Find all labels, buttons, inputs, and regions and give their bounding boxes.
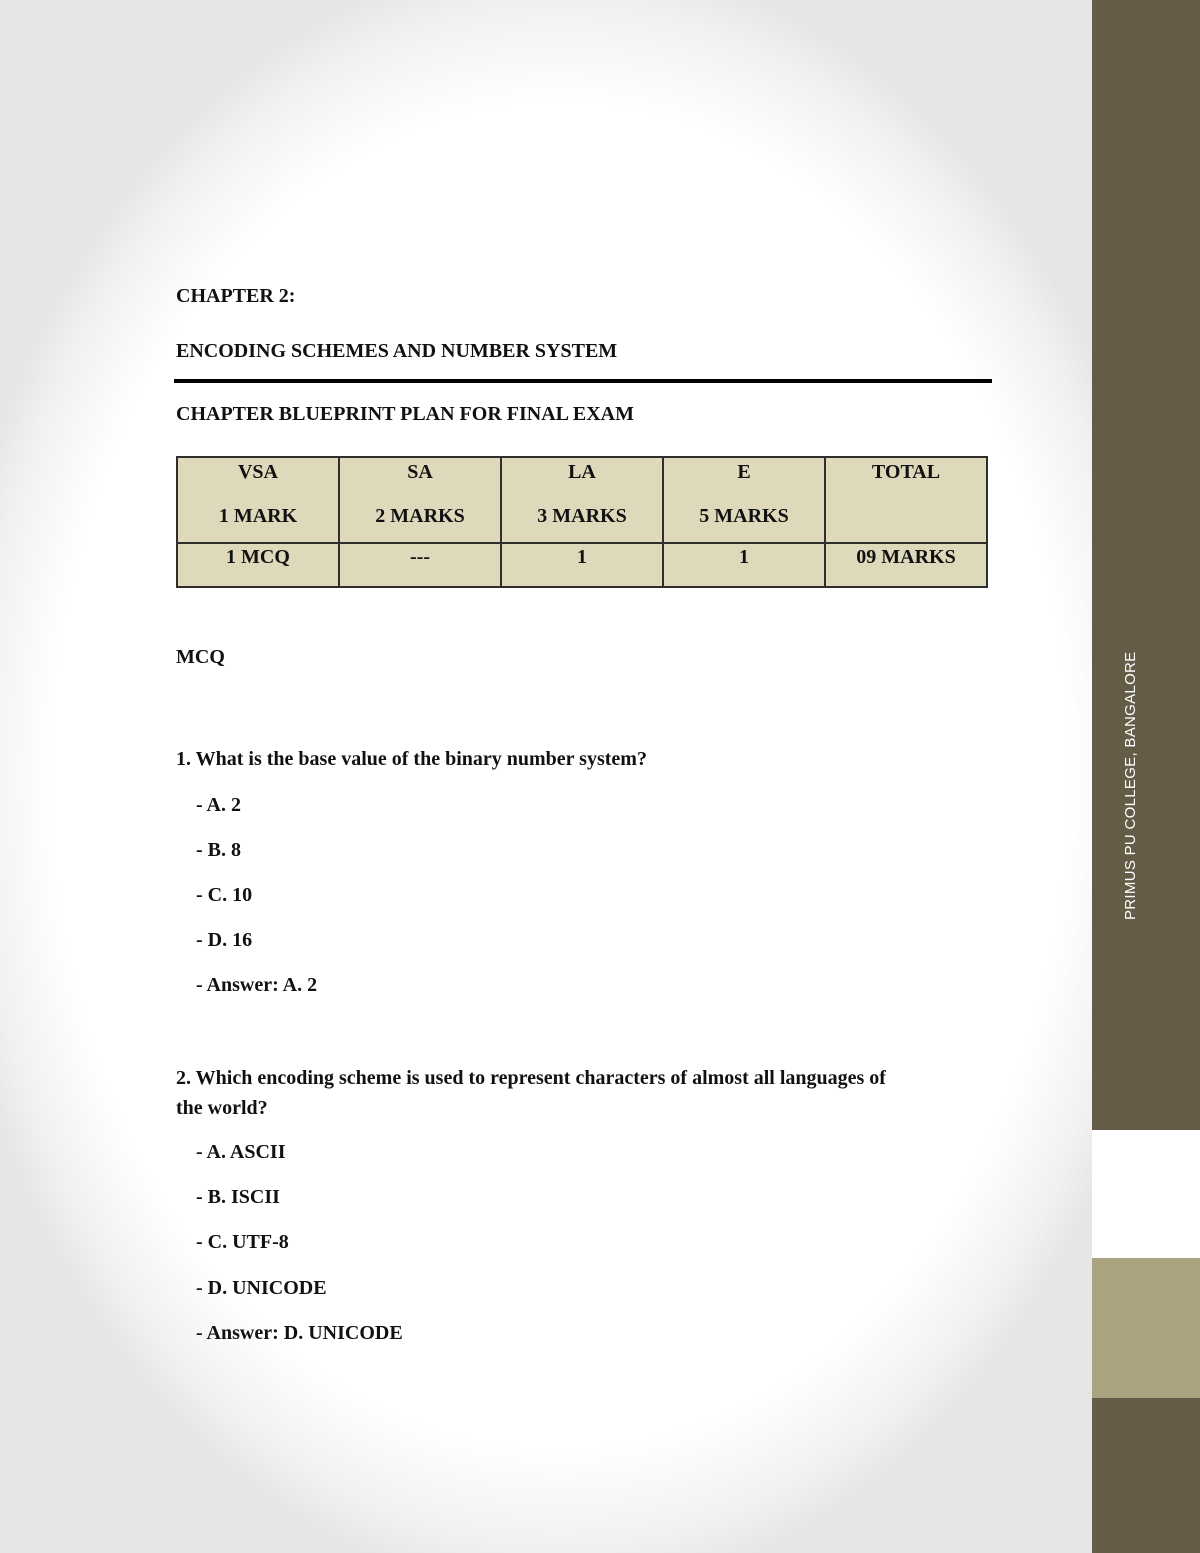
- title-divider: [174, 379, 992, 383]
- question-1-text: 1. What is the base value of the binary number system?: [176, 748, 647, 770]
- question-1-option-a: - A. 2: [196, 794, 241, 816]
- question-1-option-c: - C. 10: [196, 884, 253, 906]
- column-name: TOTAL: [871, 461, 941, 483]
- column-name: SA: [407, 461, 433, 483]
- column-name: VSA: [237, 461, 278, 483]
- column-marks: 2 MARKS: [375, 505, 465, 527]
- header-cell-e: [663, 457, 825, 543]
- question-2-option-d: - D. UNICODE: [196, 1277, 327, 1299]
- section-label-mcq: MCQ: [176, 646, 225, 668]
- value-cell-total: 09 MARKS: [825, 543, 987, 587]
- sidebar-band-light: [1092, 1258, 1200, 1398]
- header-cell-vsa: [177, 457, 339, 543]
- blueprint-heading: CHAPTER BLUEPRINT PLAN FOR FINAL EXAM: [176, 403, 634, 425]
- column-name: E: [737, 461, 751, 483]
- blueprint-value-row: [177, 543, 987, 587]
- value-cell-e: 1: [663, 543, 825, 587]
- sidebar-band-top: [1092, 0, 1200, 1130]
- column-marks: 5 MARKS: [699, 505, 789, 527]
- value-cell-sa: ---: [339, 543, 501, 587]
- column-name: LA: [568, 461, 596, 483]
- question-2-answer: - Answer: D. UNICODE: [196, 1322, 403, 1344]
- blueprint-table: [176, 456, 988, 588]
- question-2-option-c: - C. UTF-8: [196, 1231, 289, 1253]
- chapter-number: CHAPTER 2:: [176, 285, 296, 307]
- chapter-title: ENCODING SCHEMES AND NUMBER SYSTEM: [176, 340, 618, 362]
- blueprint-header-row: [177, 457, 987, 543]
- question-2-option-a: - A. ASCII: [196, 1141, 286, 1163]
- question-2-text: 2. Which encoding scheme is used to represent characters of almost all languages of the world?: [176, 1067, 886, 1119]
- value-cell-vsa: 1 MCQ: [177, 543, 339, 587]
- sidebar-band-gap: [1092, 1130, 1200, 1258]
- question-1-answer: - Answer: A. 2: [196, 974, 318, 996]
- header-cell-sa: [339, 457, 501, 543]
- value-cell-la: 1: [501, 543, 663, 587]
- question-1-option-b: - B. 8: [196, 839, 241, 861]
- header-cell-total: [825, 457, 987, 543]
- question-2-option-b: - B. ISCII: [196, 1186, 280, 1208]
- header-cell-la: [501, 457, 663, 543]
- column-marks: 3 MARKS: [537, 505, 627, 527]
- question-1-option-d: - D. 16: [196, 929, 253, 951]
- column-marks: 1 MARK: [218, 505, 298, 527]
- sidebar-band-bottom: [1092, 1398, 1200, 1553]
- sidebar-college-name: PRIMUS PU COLLEGE, BANGALORE: [1122, 651, 1139, 920]
